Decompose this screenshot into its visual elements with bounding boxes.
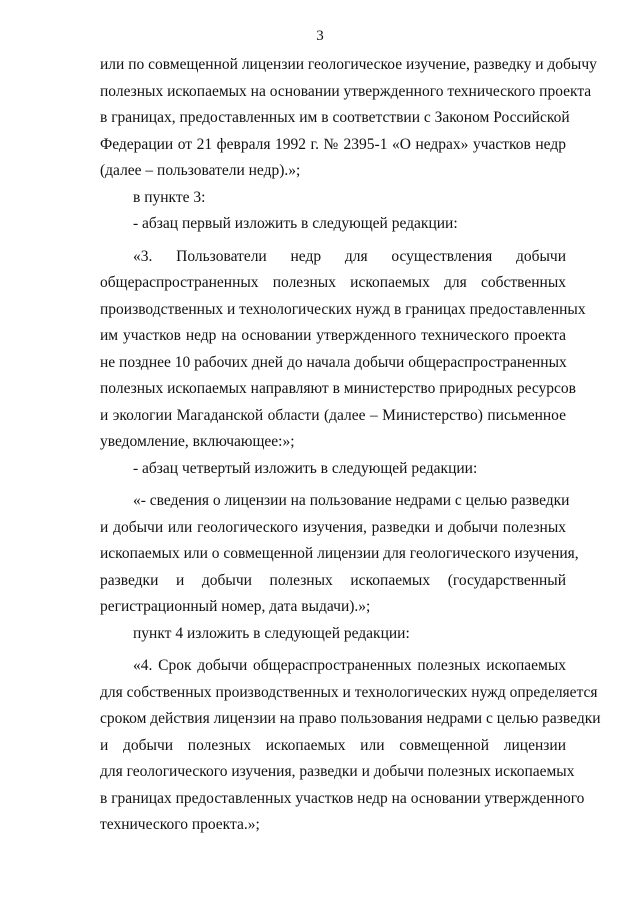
text-line: для геологического изучения, разведки и добычи полезных ископаемых — [100, 763, 575, 780]
text-line: полезных ископаемых направляют в министерство природных ресурсов — [100, 380, 576, 397]
text-line: пункт 4 изложить в следующей редакции: — [133, 624, 410, 642]
text-line: и добычи полезных ископаемых или совмещенной лицензии — [100, 736, 566, 754]
text-line: или по совмещенной лицензии геологическое изучение, разведку и добычу — [100, 56, 597, 73]
page-number: 3 — [316, 28, 324, 44]
text-line: в границах, предоставленных им в соответствии с Законом Российской — [100, 109, 570, 126]
text-line: регистрационный номер, дата выдачи).»; — [100, 598, 371, 615]
text-line: и добычи или геологического изучения, разведки и добычи полезных — [100, 518, 566, 536]
text-line: общераспространенных полезных ископаемых для собственных — [100, 274, 566, 291]
text-line: - абзац первый изложить в следующей редакции: — [133, 215, 458, 232]
text-line: и экологии Магаданской области (далее – Министерство) письменное — [100, 406, 566, 424]
text-line: не позднее 10 рабочих дней до начала добычи общераспространенных — [100, 353, 567, 371]
text-line: разведки и добычи полезных ископаемых (государственный — [100, 571, 566, 589]
text-line: «- сведения о лицензии на пользование недрами с целью разведки — [133, 492, 570, 509]
text-line: им участков недр на основании утвержденного технического проекта — [100, 327, 566, 344]
text-line: уведомление, включающее:»; — [100, 433, 295, 450]
text-line: для собственных производственных и технологических нужд определяется — [100, 683, 598, 701]
text-line: (далее – пользователи недр).»; — [100, 162, 301, 179]
text-line: технического проекта.»; — [100, 816, 260, 833]
text-line: «4. Срок добычи общераспространенных полезных ископаемых — [133, 657, 566, 674]
text-line: Федерации от 21 февраля 1992 г. № 2395-1 «О недрах» участков недр — [100, 135, 566, 153]
text-line: полезных ископаемых на основании утвержденного технического проекта — [100, 82, 592, 100]
text-line: в пункте 3: — [133, 188, 206, 206]
text-line: сроком действия лицензии на право пользования недрами с целью разведки — [100, 710, 601, 727]
text-line: в границах предоставленных участков недр на основании утвержденного — [100, 789, 585, 807]
text-line: ископаемых или о совмещенной лицензии для геологического изучения, — [100, 545, 579, 562]
text-line: «3. Пользователи недр для осуществления добычи — [133, 247, 566, 265]
document-body — [100, 52, 601, 839]
text-line: производственных и технологических нужд в границах предоставленных — [100, 300, 586, 318]
text-line: - абзац четвертый изложить в следующей редакции: — [133, 459, 478, 477]
